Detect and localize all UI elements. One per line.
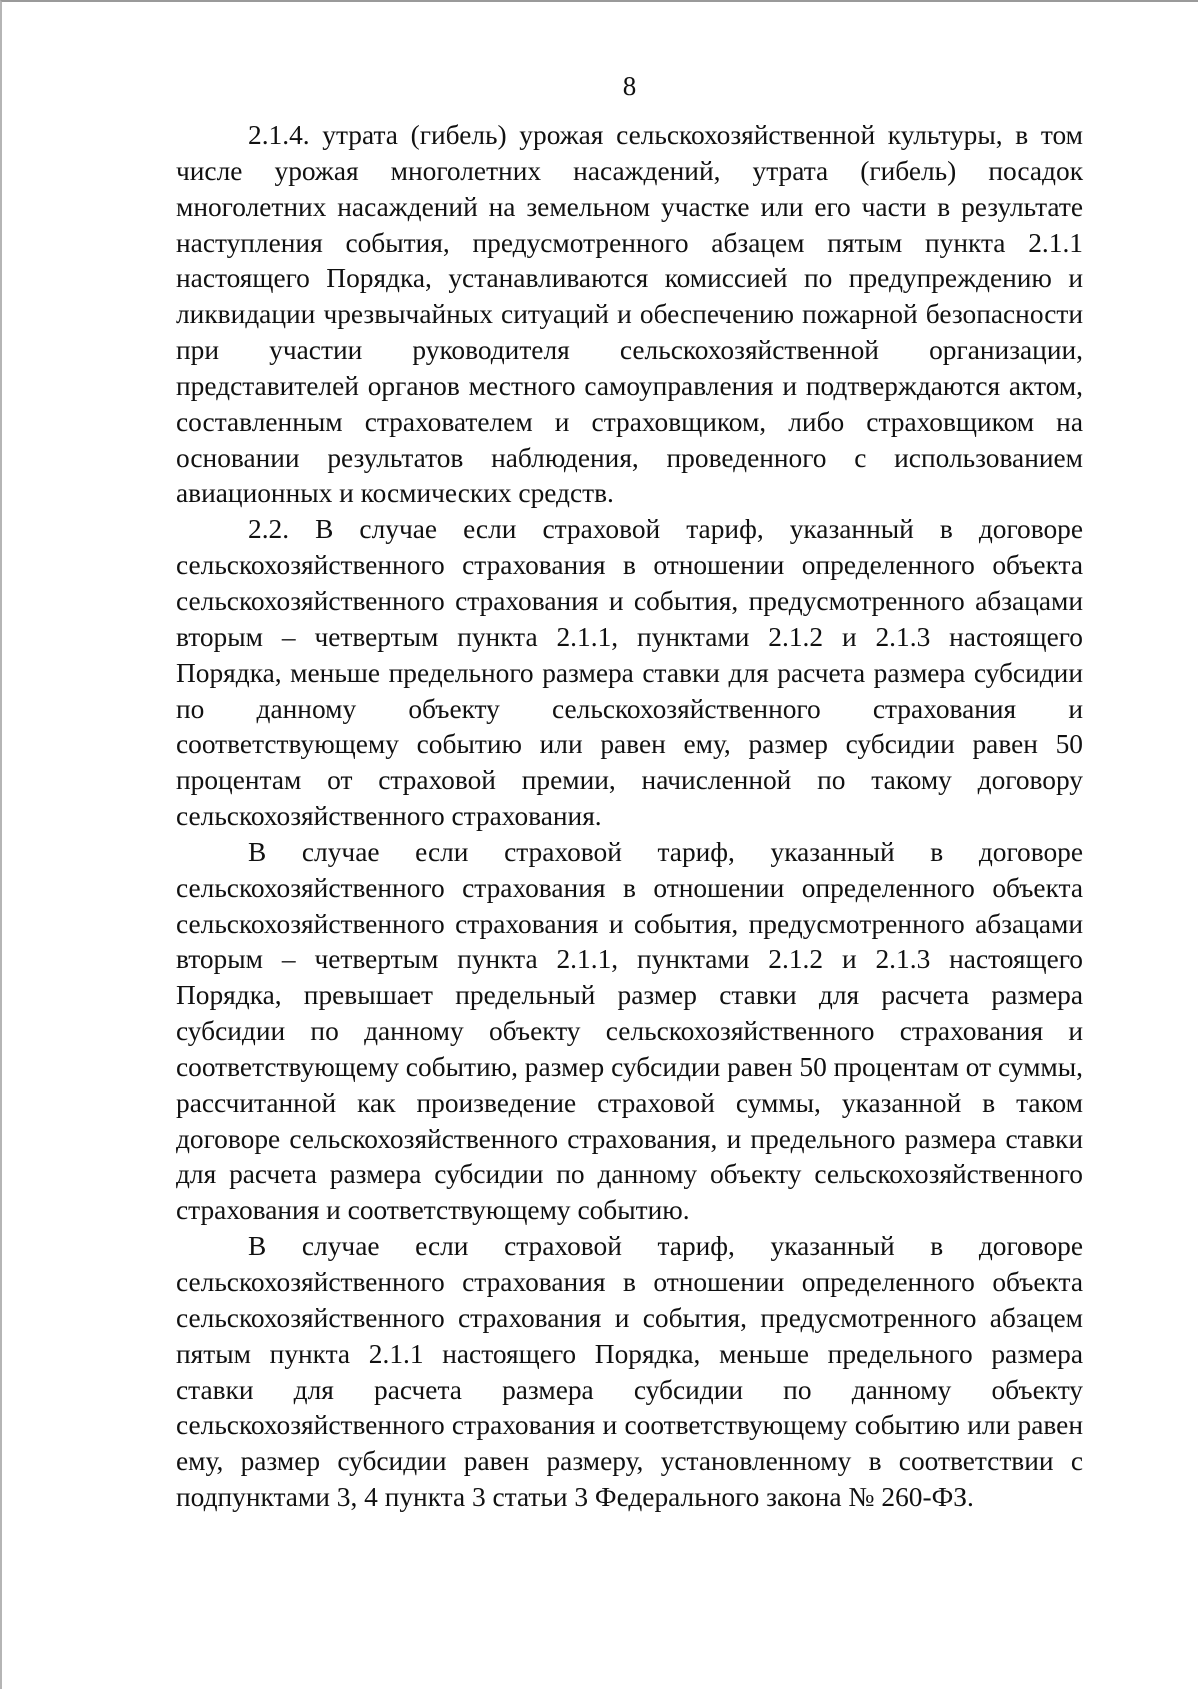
paragraph-2-1-4: 2.1.4. утрата (гибель) урожая сельскохозяйственной культуры, в том числе урожая многолетних насаждений, утрата (гибель) посадок многолетних насаждений на земельном участке или его части в результате наступления события, предусмотренного абзацем пятым пункта 2.1.1 настоящего Порядка, устанавливаются комиссией по предупреждению и ликвидации чрезвычайных ситуаций и обеспечению пожарной безопасности при участии руководителя сельскохозяйственной организации, представителей органов местного самоуправления и подтверждаются актом, составленным страхователем и страховщиком, либо страховщиком на основании результатов наблюдения, проведенного с использованием авиационных и космических средств. bbox=[176, 120, 1083, 509]
document-body bbox=[176, 118, 1083, 1516]
paragraph-tariff-exceeds: В случае если страховой тариф, указанный в договоре сельскохозяйственного страхования в отношении определенного объекта сельскохозяйственного страхования и события, предусмотренного абзацами вторым – четвертым пункта 2.1.1, пунктами 2.1.2 и 2.1.3 настоящего Порядка, превышает предельный размер ставки для расчета размера субсидии по данному объекту сельскохозяйственного страхования и соответствующему событию, размер субсидии равен 50 процентам от суммы, рассчитанной как произведение страховой суммы, указанной в таком договоре сельскохозяйственного страхования, и предельного размера ставки для расчета размера субсидии по данному объекту сельскохозяйственного страхования и соответствующему событию. bbox=[176, 836, 1083, 1226]
paragraph-tariff-event-five: В случае если страховой тариф, указанный в договоре сельскохозяйственного страхования в отношении определенного объекта сельскохозяйственного страхования и события, предусмотренного абзацем пятым пункта 2.1.1 настоящего Порядка, меньше предельного размера ставки для расчета размера субсидии по данному объекту сельскохозяйственного страхования и соответствующему событию или равен ему, размер субсидии равен размеру, установленному в соответствии с подпунктами 3, 4 пункта 3 статьи 3 Федерального закона № 260-ФЗ. bbox=[176, 1231, 1083, 1513]
page-number: 8 bbox=[622, 71, 637, 101]
paragraph-2-2: 2.2. В случае если страховой тариф, указанный в договоре сельскохозяйственного страхования в отношении определенного объекта сельскохозяйственного страхования и события, предусмотренного абзацами вторым – четвертым пункта 2.1.1, пунктами 2.1.2 и 2.1.3 настоящего Порядка, меньше предельного размера ставки для расчета размера субсидии по данному объекту сельскохозяйственного страхования и соответствующему событию или равен ему, размер субсидии равен 50 процентам от страховой премии, начисленной по такому договору сельскохозяйственного страхования. bbox=[176, 514, 1083, 832]
